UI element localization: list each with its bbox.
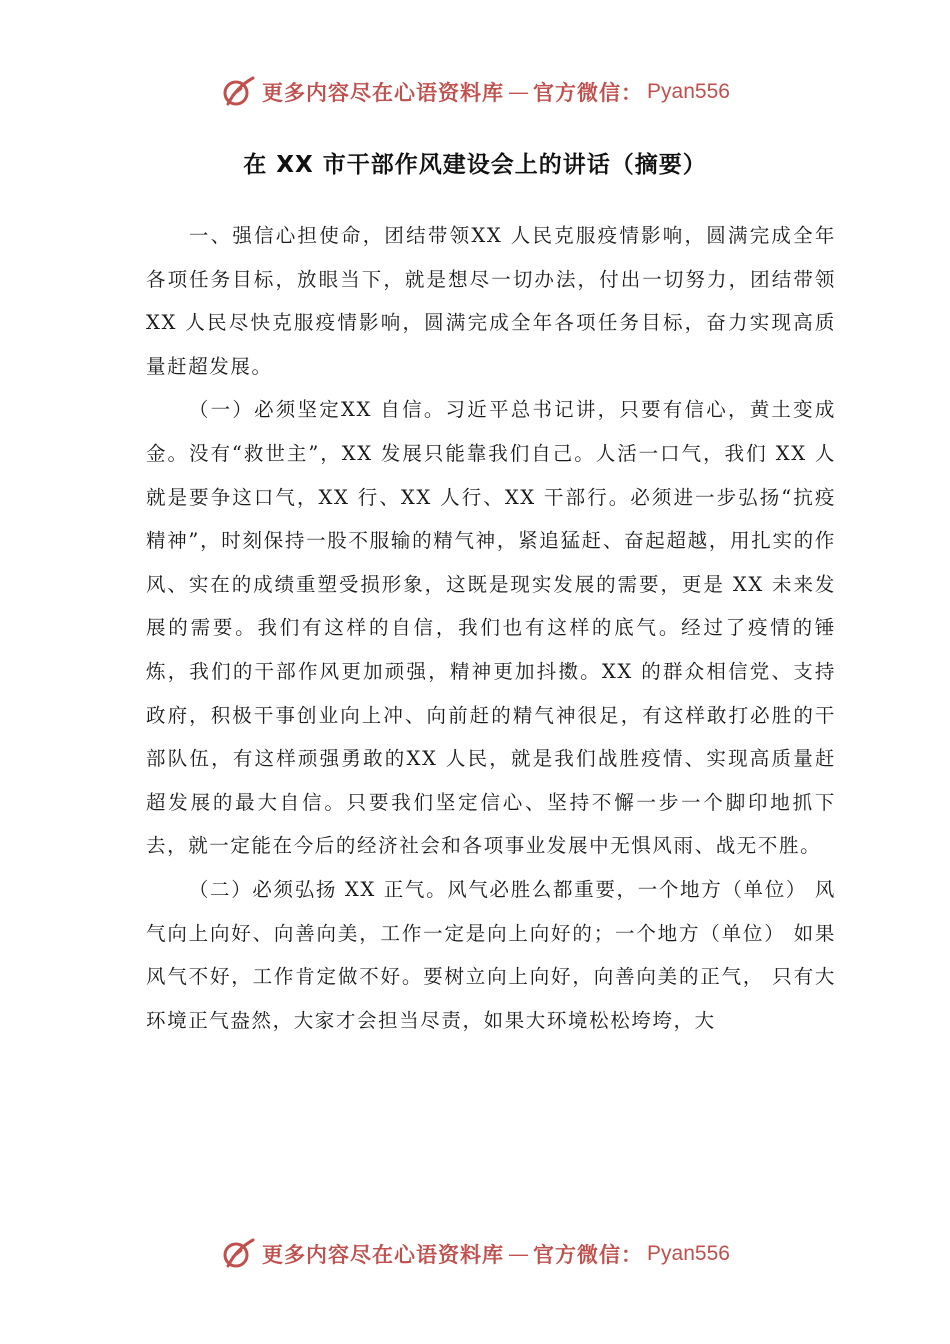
watermark-label: 官方微信： xyxy=(533,80,644,105)
watermark-text: 更多内容尽在心语资料库 xyxy=(262,80,505,105)
paragraph-2: （一）必须坚定XX 自信。习近平总书记讲，只要有信心，黄土变成金。没有“救世主”，XX 发展只能靠我们自己。人活一口气，我们 XX 人就是要争这口气，XX 行、XX 人行、XX 干部行。必须进一步弘扬“抗疫精神”，时刻保持一股不服输的精气神，紧追猛赶、奋起超越，用扎实的作风、实在的成绩重塑受损形象，这既是现实发展的需要，更是 XX 未来发展的需要。我们有这样的自信，我们也有这样的底气。经过了疫情的锤炼，我们的干部作风更加顽强，精神更加抖擞。XX 的群众相信党、支持政府，积极干事创业向上冲、向前赶的精气神很足，有这样敢打必胜的干部队伍，有这样顽强勇敢的XX 人民，就是我们战胜疫情、实现高质量赶超发展的最大自信。只要我们坚定信心、坚持不懈一步一个脚印地抓下去，就一定能在今后的经济社会和各项事业发展中无惧风雨、战无不胜。 xyxy=(146,398,836,858)
document-title: 在 XX 市干部作风建设会上的讲话（摘要） xyxy=(243,152,707,178)
watermark-header xyxy=(0,72,950,112)
watermark-dash: — xyxy=(508,80,530,104)
watermark-text: 更多内容尽在心语资料库 xyxy=(262,1242,505,1267)
watermark-dash: — xyxy=(508,1242,530,1266)
document-body xyxy=(146,214,836,1042)
watermark-footer xyxy=(0,1234,950,1274)
brush-logo-icon xyxy=(220,1236,256,1272)
paragraph-1: 一、强信心担使命，团结带领XX 人民克服疫情影响，圆满完成全年各项任务目标，放眼当下，就是想尽一切办法，付出一切努力，团结带领 XX 人民尽快克服疫情影响，圆满完成全年各项任务目标，奋力实现高质量赶超发展。 xyxy=(146,224,836,378)
watermark-label: 官方微信： xyxy=(533,1242,644,1267)
brush-logo-icon xyxy=(220,74,256,110)
paragraph-3: （二）必须弘扬 XX 正气。风气必胜么都重要，一个地方（单位） 风气向上向好、向善向美，工作一定是向上向好的；一个地方（单位） 如果风气不好，工作肯定做不好。要树立向上向好，向善向美的正气， 只有大环境正气盎然，大家才会担当尽责，如果大环境松松垮垮，大 xyxy=(146,877,836,1032)
watermark-id: Pyan556 xyxy=(647,80,730,103)
watermark-id: Pyan556 xyxy=(647,1242,730,1265)
